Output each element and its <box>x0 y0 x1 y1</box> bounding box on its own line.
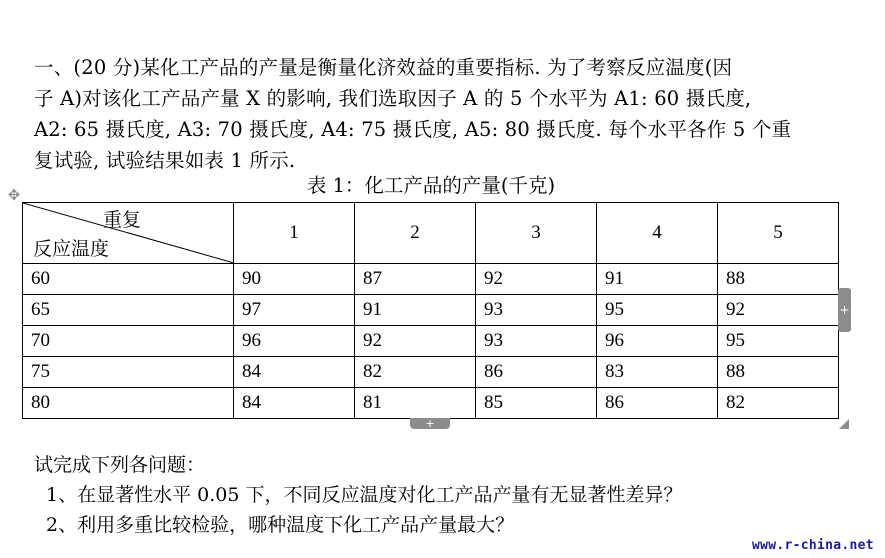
table-move-icon[interactable]: ✥ <box>7 186 21 204</box>
table-cell: 84 <box>234 357 355 388</box>
table-cell: 96 <box>597 326 718 357</box>
row-temperature: 80 <box>23 388 234 419</box>
add-column-button[interactable] <box>838 288 851 332</box>
table-cell: 95 <box>597 295 718 326</box>
table-cell: 90 <box>234 264 355 295</box>
column-header: 1 <box>234 203 355 264</box>
table-cell: 97 <box>234 295 355 326</box>
table-cell: 95 <box>718 326 839 357</box>
column-header: 4 <box>597 203 718 264</box>
row-temperature: 60 <box>23 264 234 295</box>
table-resize-handle-icon[interactable] <box>839 419 849 429</box>
diagonal-header-cell <box>23 203 234 264</box>
question-item: 2、利用多重比较检验，哪种温度下化工产品产量最大？ <box>46 514 515 536</box>
row-temperature: 65 <box>23 295 234 326</box>
table-row <box>23 295 839 326</box>
site-watermark: www.r-china.net <box>752 538 874 553</box>
table-row <box>23 357 839 388</box>
table-cell: 87 <box>355 264 476 295</box>
table-row <box>23 264 839 295</box>
table-cell: 82 <box>718 388 839 419</box>
problem-text <box>34 52 844 176</box>
table-cell: 85 <box>476 388 597 419</box>
table-header-row <box>23 203 839 264</box>
table-cell: 82 <box>355 357 476 388</box>
question-item: 1、在显著性水平 0.05 下，不同反应温度对化工产品产量有无显著性差异？ <box>46 484 683 506</box>
questions-section <box>34 450 682 540</box>
table-cell: 86 <box>597 388 718 419</box>
table-cell: 81 <box>355 388 476 419</box>
table-row <box>23 388 839 419</box>
corner-label-repeat: 重复 <box>103 210 142 231</box>
table-cell: 91 <box>597 264 718 295</box>
row-temperature: 75 <box>23 357 234 388</box>
table-row <box>23 326 839 357</box>
table-cell: 91 <box>355 295 476 326</box>
table-cell: 86 <box>476 357 597 388</box>
table-cell: 96 <box>234 326 355 357</box>
table-cell: 88 <box>718 357 839 388</box>
table-cell: 93 <box>476 326 597 357</box>
table-cell: 84 <box>234 388 355 419</box>
problem-line: 子 A)对该化工产品产量 X 的影响, 我们选取因子 A 的 5 个水平为 A1: 60 摄氏度, <box>34 87 752 110</box>
table-cell: 88 <box>718 264 839 295</box>
column-header: 3 <box>476 203 597 264</box>
table-cell: 92 <box>718 295 839 326</box>
table-cell: 92 <box>355 326 476 357</box>
column-header: 2 <box>355 203 476 264</box>
yield-table <box>22 202 839 419</box>
table-cell: 93 <box>476 295 597 326</box>
plus-icon: + <box>839 303 850 317</box>
corner-label-temperature: 反应温度 <box>33 239 110 260</box>
table-cell: 92 <box>476 264 597 295</box>
problem-line: A2: 65 摄氏度, A3: 70 摄氏度, A4: 75 摄氏度, A5: 80 摄氏度. 每个水平各作 5 个重 <box>34 118 792 141</box>
problem-line: 复试验, 试验结果如表 1 所示. <box>34 149 296 172</box>
table-cell: 83 <box>597 357 718 388</box>
add-row-button[interactable] <box>410 418 450 429</box>
plus-icon: + <box>425 417 435 430</box>
questions-intro: 试完成下列各问题： <box>34 454 206 476</box>
problem-line: 一、(20 分)某化工产品的产量是衡量化济效益的重要指标. 为了考察反应温度(因 <box>34 56 733 79</box>
row-temperature: 70 <box>23 326 234 357</box>
table-caption: 表 1：化工产品的产量(千克) <box>306 174 556 197</box>
column-header: 5 <box>718 203 839 264</box>
